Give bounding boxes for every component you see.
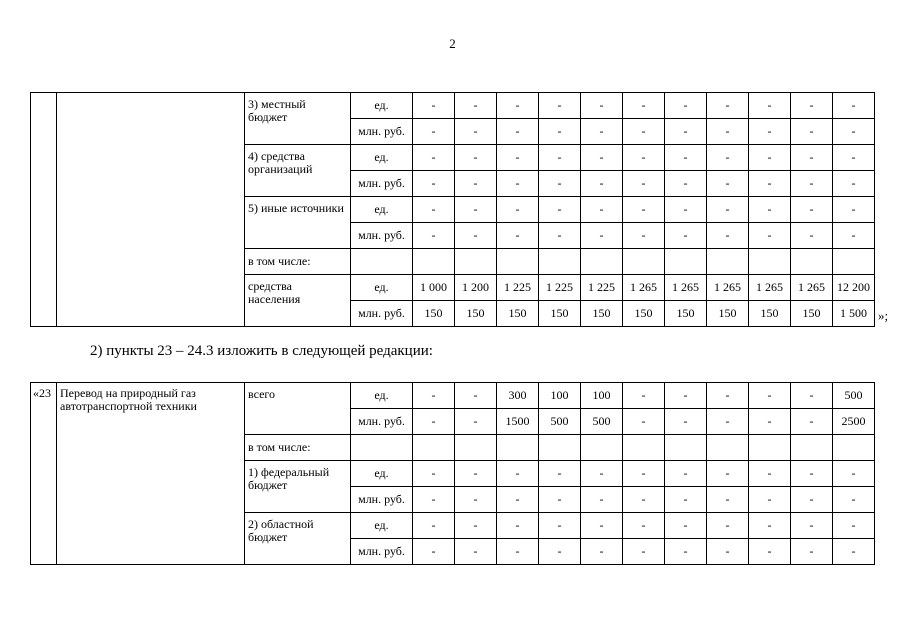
value-cell (791, 249, 833, 275)
value-cell: - (455, 223, 497, 249)
value-cell: - (833, 171, 875, 197)
unit-cell: ед. (351, 275, 413, 301)
value-cell: - (413, 171, 455, 197)
unit-cell: млн. руб. (351, 301, 413, 327)
value-cell: - (455, 383, 497, 409)
funding-source-cell: средства населения (245, 275, 351, 327)
value-cell (833, 435, 875, 461)
value-cell: - (665, 93, 707, 119)
value-cell (665, 435, 707, 461)
value-cell: - (665, 145, 707, 171)
value-cell (665, 249, 707, 275)
value-cell: - (707, 171, 749, 197)
value-cell: - (623, 383, 665, 409)
value-cell: - (413, 119, 455, 145)
value-cell: - (749, 539, 791, 565)
item-name-cell (57, 93, 245, 327)
value-cell: 300 (497, 383, 539, 409)
value-cell (707, 249, 749, 275)
value-cell: - (455, 145, 497, 171)
value-cell: 150 (413, 301, 455, 327)
value-cell (707, 435, 749, 461)
value-cell: 150 (497, 301, 539, 327)
value-cell: 1 500 (833, 301, 875, 327)
value-cell: - (455, 93, 497, 119)
funding-source-cell: 2) областной бюджет (245, 513, 351, 565)
value-cell: - (581, 487, 623, 513)
value-cell: - (623, 119, 665, 145)
funding-table-continuation (30, 92, 875, 327)
funding-source-cell: всего (245, 383, 351, 435)
value-cell: - (791, 119, 833, 145)
value-cell: - (497, 223, 539, 249)
value-cell: - (833, 461, 875, 487)
value-cell: - (413, 383, 455, 409)
value-cell: 150 (455, 301, 497, 327)
unit-cell (351, 249, 413, 275)
value-cell (497, 435, 539, 461)
value-cell: - (497, 539, 539, 565)
value-cell (623, 249, 665, 275)
value-cell: 150 (665, 301, 707, 327)
value-cell (539, 435, 581, 461)
value-cell: - (413, 487, 455, 513)
value-cell: 500 (539, 409, 581, 435)
value-cell: - (833, 513, 875, 539)
value-cell: 1 265 (665, 275, 707, 301)
value-cell (581, 249, 623, 275)
value-cell: - (665, 409, 707, 435)
value-cell: - (623, 145, 665, 171)
value-cell (455, 435, 497, 461)
value-cell: - (497, 93, 539, 119)
unit-cell (351, 435, 413, 461)
value-cell: - (539, 487, 581, 513)
value-cell: - (455, 197, 497, 223)
value-cell: - (791, 409, 833, 435)
value-cell: - (413, 145, 455, 171)
value-cell: 12 200 (833, 275, 875, 301)
value-cell: - (581, 223, 623, 249)
value-cell: - (455, 513, 497, 539)
value-cell: - (791, 513, 833, 539)
funding-source-cell: 4) средства организаций (245, 145, 351, 197)
value-cell (749, 435, 791, 461)
value-cell: - (539, 197, 581, 223)
value-cell: - (581, 513, 623, 539)
item-number-cell (31, 93, 57, 327)
page-number: 2 (449, 36, 456, 51)
value-cell: - (665, 171, 707, 197)
funding-source-cell: 3) местный бюджет (245, 93, 351, 145)
value-cell: - (749, 93, 791, 119)
unit-cell: ед. (351, 197, 413, 223)
value-cell: - (539, 145, 581, 171)
value-cell: 150 (581, 301, 623, 327)
value-cell: - (455, 409, 497, 435)
value-cell: 150 (707, 301, 749, 327)
value-cell: - (413, 223, 455, 249)
value-cell: - (581, 145, 623, 171)
value-cell: - (539, 513, 581, 539)
value-cell: 1 265 (623, 275, 665, 301)
value-cell: - (539, 461, 581, 487)
value-cell: 150 (539, 301, 581, 327)
value-cell: - (497, 461, 539, 487)
value-cell: - (413, 513, 455, 539)
value-cell: - (833, 223, 875, 249)
value-cell: 1 265 (707, 275, 749, 301)
value-cell: - (665, 119, 707, 145)
value-cell: - (833, 197, 875, 223)
value-cell: - (623, 223, 665, 249)
value-cell: - (665, 223, 707, 249)
unit-cell: ед. (351, 93, 413, 119)
value-cell: 2500 (833, 409, 875, 435)
unit-cell: млн. руб. (351, 119, 413, 145)
value-cell: - (581, 197, 623, 223)
value-cell: 1 200 (455, 275, 497, 301)
value-cell: - (707, 197, 749, 223)
value-cell (413, 435, 455, 461)
table-row (31, 93, 875, 119)
value-cell: - (539, 223, 581, 249)
value-cell: - (707, 409, 749, 435)
value-cell: - (455, 487, 497, 513)
value-cell: - (455, 539, 497, 565)
value-cell: - (749, 487, 791, 513)
value-cell: - (791, 145, 833, 171)
unit-cell: млн. руб. (351, 223, 413, 249)
value-cell: - (413, 197, 455, 223)
value-cell (833, 249, 875, 275)
funding-source-cell: в том числе: (245, 249, 351, 275)
unit-cell: ед. (351, 145, 413, 171)
value-cell: - (749, 513, 791, 539)
value-cell (455, 249, 497, 275)
item-name-cell: Перевод на природный газ автотранспортной техники (57, 383, 245, 565)
value-cell: - (455, 171, 497, 197)
unit-cell: ед. (351, 513, 413, 539)
value-cell: - (665, 383, 707, 409)
value-cell: - (497, 145, 539, 171)
funding-table-item-23 (30, 382, 875, 565)
value-cell: - (623, 487, 665, 513)
value-cell: - (749, 197, 791, 223)
value-cell: - (665, 197, 707, 223)
value-cell: - (749, 145, 791, 171)
value-cell: - (749, 409, 791, 435)
table-row (31, 383, 875, 409)
value-cell: - (455, 461, 497, 487)
value-cell (539, 249, 581, 275)
funding-source-cell: в том числе: (245, 435, 351, 461)
value-cell (497, 249, 539, 275)
value-cell: - (707, 461, 749, 487)
value-cell: 500 (833, 383, 875, 409)
value-cell: - (707, 539, 749, 565)
value-cell: - (497, 119, 539, 145)
value-cell: - (581, 539, 623, 565)
value-cell: - (623, 539, 665, 565)
value-cell: - (413, 539, 455, 565)
value-cell: - (707, 93, 749, 119)
value-cell: 1 265 (791, 275, 833, 301)
value-cell: - (791, 461, 833, 487)
value-cell: - (665, 539, 707, 565)
value-cell: - (581, 119, 623, 145)
value-cell: - (791, 93, 833, 119)
value-cell: - (833, 539, 875, 565)
value-cell: - (791, 223, 833, 249)
value-cell: - (623, 197, 665, 223)
amendment-instruction: 2) пункты 23 – 24.3 изложить в следующей редакции: (90, 343, 433, 359)
value-cell: - (413, 409, 455, 435)
value-cell: - (791, 383, 833, 409)
value-cell: - (539, 119, 581, 145)
value-cell: - (749, 223, 791, 249)
value-cell: - (707, 487, 749, 513)
value-cell: 1 225 (539, 275, 581, 301)
value-cell: - (623, 93, 665, 119)
unit-cell: млн. руб. (351, 171, 413, 197)
value-cell: - (623, 409, 665, 435)
unit-cell: ед. (351, 461, 413, 487)
value-cell: 500 (581, 409, 623, 435)
value-cell: 1 265 (749, 275, 791, 301)
value-cell: - (791, 197, 833, 223)
value-cell (413, 249, 455, 275)
value-cell: 100 (539, 383, 581, 409)
value-cell: 1 225 (497, 275, 539, 301)
value-cell: - (623, 513, 665, 539)
value-cell: 150 (791, 301, 833, 327)
value-cell: 100 (581, 383, 623, 409)
funding-source-cell: 1) федеральный бюджет (245, 461, 351, 513)
value-cell: - (665, 461, 707, 487)
value-cell (581, 435, 623, 461)
value-cell: - (833, 93, 875, 119)
value-cell: - (581, 461, 623, 487)
value-cell: - (413, 93, 455, 119)
value-cell (749, 249, 791, 275)
value-cell: - (749, 119, 791, 145)
value-cell (623, 435, 665, 461)
value-cell: - (791, 487, 833, 513)
value-cell: - (665, 487, 707, 513)
value-cell: - (623, 171, 665, 197)
value-cell: - (707, 223, 749, 249)
unit-cell: ед. (351, 383, 413, 409)
unit-cell: млн. руб. (351, 539, 413, 565)
value-cell: - (623, 461, 665, 487)
value-cell: - (497, 197, 539, 223)
value-cell: - (707, 383, 749, 409)
value-cell: 150 (749, 301, 791, 327)
value-cell: - (581, 171, 623, 197)
value-cell: - (581, 93, 623, 119)
value-cell: - (833, 119, 875, 145)
value-cell (791, 435, 833, 461)
value-cell: - (749, 171, 791, 197)
value-cell: - (497, 513, 539, 539)
unit-cell: млн. руб. (351, 487, 413, 513)
value-cell: - (833, 487, 875, 513)
value-cell: - (455, 119, 497, 145)
value-cell: 1 225 (581, 275, 623, 301)
value-cell: 1 000 (413, 275, 455, 301)
unit-cell: млн. руб. (351, 409, 413, 435)
value-cell: - (749, 461, 791, 487)
value-cell: - (791, 171, 833, 197)
value-cell: - (791, 539, 833, 565)
value-cell: - (413, 461, 455, 487)
value-cell: - (665, 513, 707, 539)
value-cell: 1500 (497, 409, 539, 435)
item-number-cell: «23 (31, 383, 57, 565)
value-cell: - (539, 171, 581, 197)
value-cell: - (749, 383, 791, 409)
value-cell: - (539, 93, 581, 119)
value-cell: 150 (623, 301, 665, 327)
value-cell: - (497, 487, 539, 513)
closing-quote-mark: »; (878, 308, 889, 323)
value-cell: - (497, 171, 539, 197)
value-cell: - (833, 145, 875, 171)
value-cell: - (539, 539, 581, 565)
value-cell: - (707, 513, 749, 539)
funding-source-cell: 5) иные источники (245, 197, 351, 249)
value-cell: - (707, 119, 749, 145)
value-cell: - (707, 145, 749, 171)
